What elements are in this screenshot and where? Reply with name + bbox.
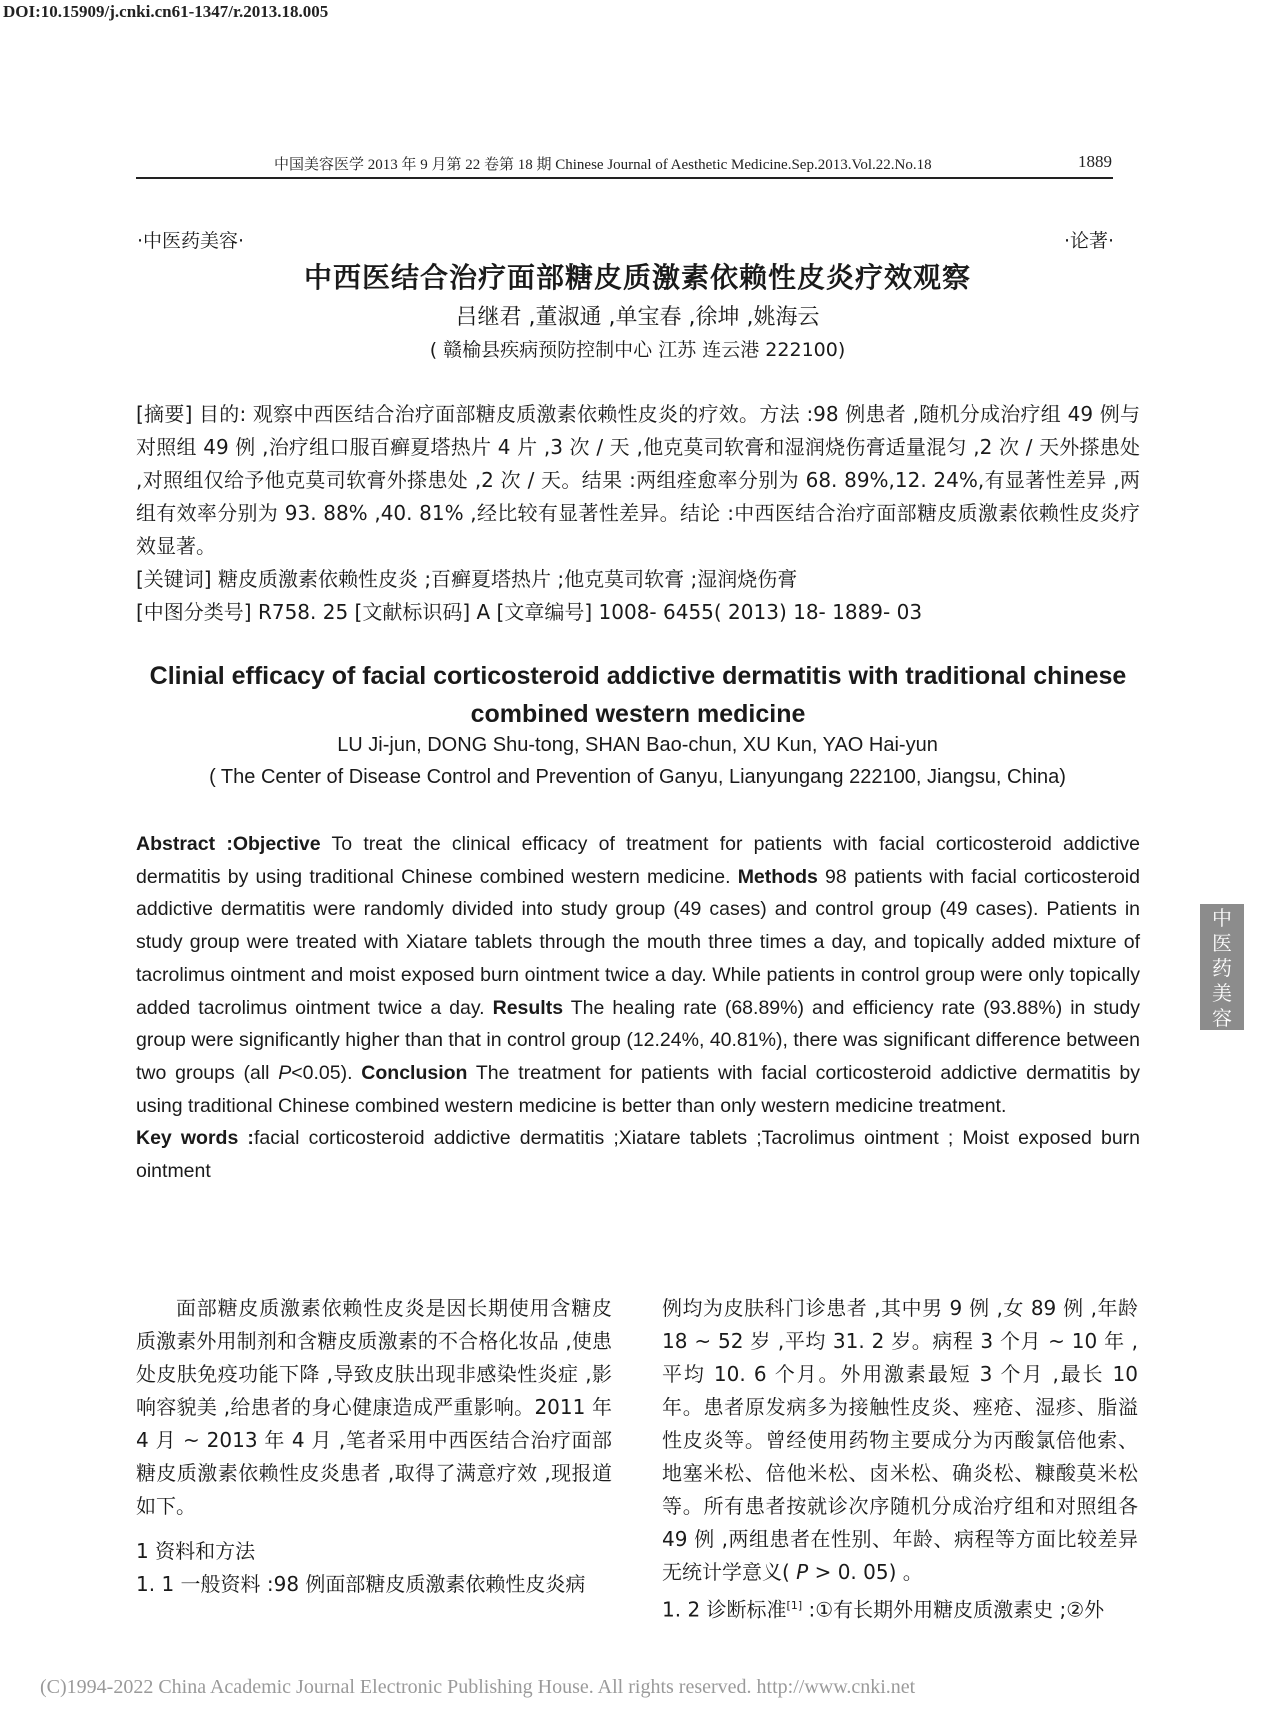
diagnostic-heading-text: 1. 2 诊断标准 [662, 1597, 787, 1622]
side-tab-char: 美 [1212, 981, 1232, 1005]
objective-text: To treat the clinical efficacy of treatment for patients with facial corticosteroid addictive dermatitis by using traditional Chinese combined western medicine. [136, 833, 1140, 888]
heading-diagnostic-criteria [662, 1589, 1138, 1627]
heading-materials-methods: 1 资料和方法 [136, 1539, 256, 1563]
running-header: 中国美容医学 2013 年 9 月第 22 卷第 18 期 Chinese Journal of Aesthetic Medicine.Sep.2013.Vol.22.No.18 [274, 157, 932, 173]
methods-label: Methods [737, 865, 818, 888]
doi: DOI:10.15909/j.cnki.cn61-1347/r.2013.18.005 [3, 2, 329, 21]
body-column-left [136, 1292, 612, 1601]
side-tab-char: 药 [1212, 956, 1232, 980]
article-type-label: ·论著· [1064, 230, 1115, 252]
abstract-en-label: Abstract : [136, 833, 233, 855]
affiliation-en: ( The Center of Disease Control and Prevention of Ganyu, Lianyungang 222100, Jiangsu, China) [209, 766, 1066, 788]
results-text-end: <0.05). [291, 1061, 362, 1084]
keywords-en-label: Key words : [136, 1127, 254, 1150]
keywords-en-text: facial corticosteroid addictive dermatitis ;Xiatare tablets ;Tacrolimus ointment ; Moist exposed burn ointment [136, 1127, 1141, 1183]
objective-label: Objective [232, 833, 321, 855]
conclusion-text: The treatment for patients with facial corticosteroid addictive dermatitis by using traditional Chinese combined western medicine is better than only western medicine treatment. [136, 1061, 1140, 1117]
abstract-en [136, 828, 1140, 1122]
body-column-right [662, 1292, 1138, 1627]
page-number: 1889 [1078, 152, 1112, 171]
intro-paragraph: 面部糖皮质激素依赖性皮炎是因长期使用含糖皮质激素外用制剂和含糖皮质激素的不合格化妆品 ,使患处皮肤免疫功能下降 ,导致皮肤出现非感染性炎症 ,影响容貌美 ,给患者的身心健康造成严重影响。2011 年 4 月 ~ 2013 年 4 月 ,笔者采用中西医结合治疗面部糖皮质激素依赖性皮炎患者 ,取得了满意疗效 ,现报道如下。 [136, 1296, 612, 1518]
side-tab-char: 容 [1212, 1006, 1232, 1030]
classification-cn: [中图分类号] R758. 25 [文献标识码] A [文章编号] 1008- 6455( 2013) 18- 1889- 03 [136, 600, 923, 624]
authors-en: LU Ji-jun, DONG Shu-tong, SHAN Bao-chun, XU Kun, YAO Hai-yun [337, 734, 938, 756]
title-en: Clinial efficacy of facial corticosteroid addictive dermatitis with traditional chinese combined western medicine [149, 662, 1127, 728]
abstract-cn: [摘要] 目的: 观察中西医结合治疗面部糖皮质激素依赖性皮炎的疗效。方法 :98 例患者 ,随机分成治疗组 49 例与对照组 49 例 ,治疗组口服百癣夏塔热片 4 片 ,3 次 / 天 ,他克莫司软膏和湿润烧伤膏适量混匀 ,2 次 / 天外搽患处 ,对照组仅给予他克莫司软膏外搽患处 ,2 次 / 天。结果 :两组痊愈率分别为 68. 89%,12. 24%,有显著性差异 ,两组有效率分别为 93. 88% ,40. 81% ,经比较有显著性差异。结论 :中西医结合治疗面部糖皮质激素依赖性皮炎疗效显著。 [136, 402, 1140, 558]
header-rule [136, 177, 1113, 179]
p-symbol: P [796, 1560, 809, 1584]
authors-cn: 吕继君 ,董淑通 ,单宝春 ,徐坤 ,姚海云 [455, 305, 820, 330]
results-p-symbol: P [278, 1061, 292, 1084]
methods-text: 98 patients with facial corticosteroid addictive dermatitis were randomly divided into study group (49 cases) and control group (49 cases). Patients in study group were treated with Xiatare tablets through the mouth three times a day, and topically added mixture of tacrolimus ointment and moist exposed burn ointment twice a day. While patients in control group were only topically added tacrolimus ointment twice a day. [136, 865, 1140, 1019]
affiliation-cn: ( 赣榆县疾病预防控制中心 江苏 连云港 222100) [429, 339, 846, 361]
side-tab-char: 医 [1212, 931, 1232, 955]
general-data-paragraph [662, 1292, 1138, 1589]
general-data-text-end: > 0. 05) 。 [808, 1560, 923, 1584]
copyright-footer: (C)1994-2022 China Academic Journal Electronic Publishing House. All rights reserved. http://www.cnki.net [40, 1676, 916, 1698]
diagnostic-text: :①有长期外用糖皮质激素史 ;②外 [802, 1597, 1105, 1622]
heading-general-data: 1. 1 一般资料 :98 例面部糖皮质激素依赖性皮炎病 [136, 1572, 586, 1596]
reference-marker: [1] [786, 1599, 803, 1612]
abstract-cn-block [136, 398, 1140, 629]
section-label: ·中医药美容· [137, 230, 245, 252]
general-data-text: 例均为皮肤科门诊患者 ,其中男 9 例 ,女 89 例 ,年龄 18 ~ 52 岁 ,平均 31. 2 岁。病程 3 个月 ~ 10 年 ,平均 10. 6 个月。外用激素最短 3 个月 ,最长 10 年。患者原发病多为接触性皮炎、痤疮、湿疹、脂溢性皮炎等。曾经使用药物主要成分为丙酸氯倍他索、地塞米松、倍他米松、卤米松、确炎松、糠酸莫米松等。所有患者按就诊次序随机分成治疗组和对照组各 49 例 ,两组患者在性别、年龄、病程等方面比较差异无统计学意义( [662, 1296, 1138, 1584]
side-tab-char: 中 [1212, 906, 1232, 930]
title-cn: 中西医结合治疗面部糖皮质激素依赖性皮炎疗效观察 [303, 261, 971, 294]
side-section-tab [1200, 904, 1244, 1030]
keywords-en [136, 1122, 1140, 1187]
keywords-cn: [关键词] 糖皮质激素依赖性皮炎 ;百癣夏塔热片 ;他克莫司软膏 ;湿润烧伤膏 [136, 567, 798, 591]
results-text: The healing rate (68.89%) and efficiency rate (93.88%) in study group were significantly higher than that in control group (12.24%, 40.81%), there was significant difference between two groups (all [136, 996, 1140, 1084]
results-label: Results [492, 996, 564, 1019]
conclusion-label: Conclusion [361, 1061, 468, 1084]
abstract-en-block [136, 828, 1140, 1188]
